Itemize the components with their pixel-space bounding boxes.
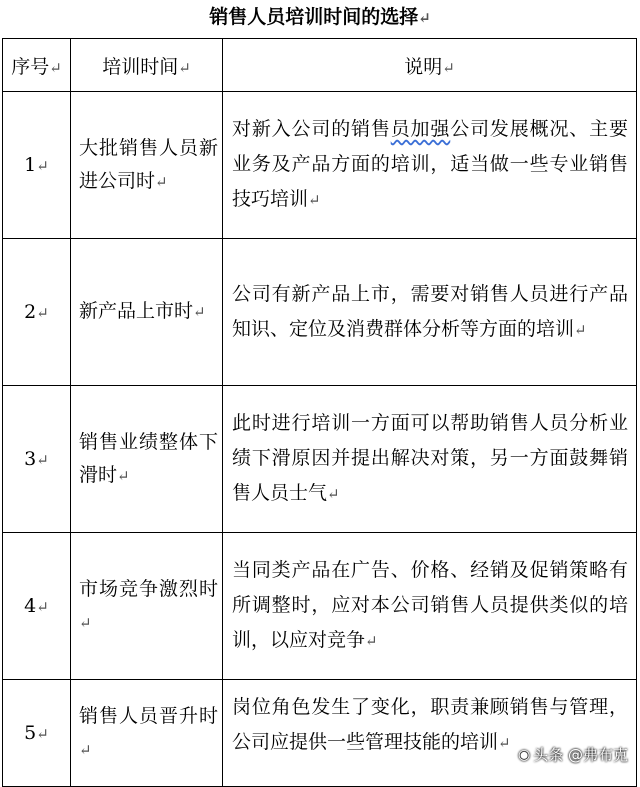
row-time: 大批销售人员新进公司时↵ [71,92,223,239]
document-title: 销售人员培训时间的选择↵ [209,6,431,28]
row-number: 3↵ [3,386,71,533]
watermark [518,744,628,765]
row-desc: 当同类产品在广告、价格、经销及促销策略有所调整时，应对本公司销售人员提供类似的培训，以应对竞争↵ [223,533,637,680]
eye-icon: ◉ [518,746,531,763]
table-row [3,533,637,680]
spellcheck-underline: 员加强 [390,118,451,140]
header-no: 序号↵ [3,39,71,92]
table-header-row [3,39,637,92]
row-time: 新产品上市时↵ [71,239,223,386]
header-desc: 说明↵ [223,39,637,92]
row-desc: 此时进行培训一方面可以帮助销售人员分析业绩下滑原因并提出解决对策，另一方面鼓舞销售人员士气↵ [223,386,637,533]
row-desc: 公司有新产品上市，需要对销售人员进行产品知识、定位及消费群体分析等方面的培训↵ [223,239,637,386]
table-row [3,680,637,787]
row-desc: 对新入公司的销售员加强公司发展概况、主要业务及产品方面的培训，适当做一些专业销售技巧培训↵ [223,92,637,239]
header-time: 培训时间↵ [71,39,223,92]
row-number: 2↵ [3,239,71,386]
row-number: 5↵ [3,680,71,787]
row-time: 销售业绩整体下滑时↵ [71,386,223,533]
paragraph-mark: ↵ [418,9,431,27]
watermark-text: 头条 @弗布克 [533,746,628,764]
training-table [2,38,637,787]
row-desc: 岗位角色发生了变化，职责兼顾销售与管理，公司应提供一些管理技能的培训↵ [223,680,637,787]
row-number: 1↵ [3,92,71,239]
row-number: 4↵ [3,533,71,680]
row-time: 销售人员晋升时↵ [71,680,223,787]
table-row [3,386,637,533]
row-time: 市场竞争激烈时↵ [71,533,223,680]
table-row [3,239,637,386]
table-row [3,92,637,239]
